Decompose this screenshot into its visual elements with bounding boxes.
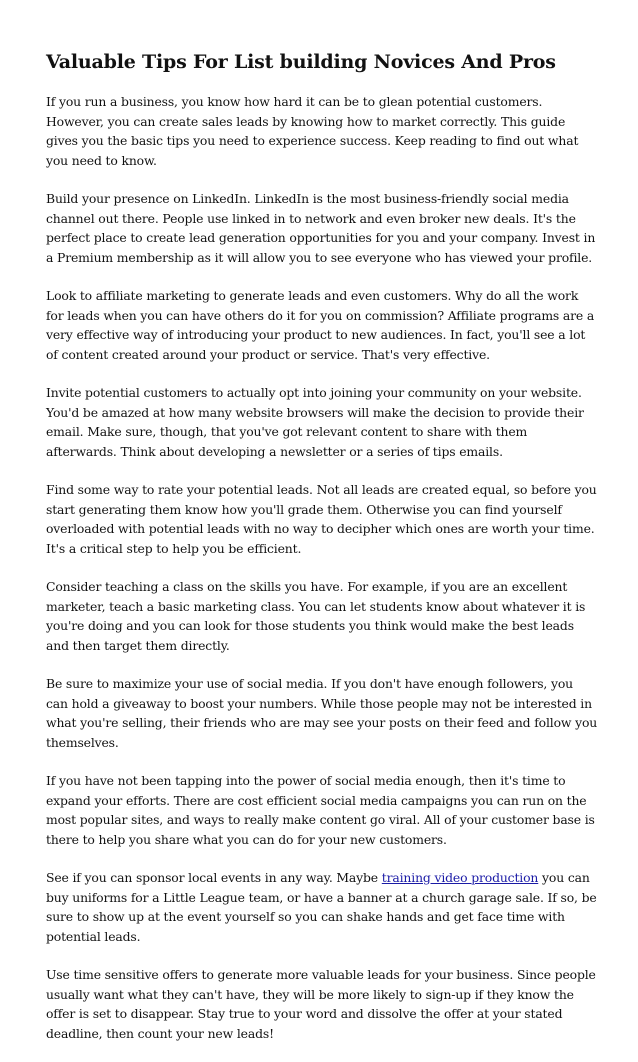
paragraph-affiliate: Look to affiliate marketing to generate leads and even customers. Why do all the work for leads when you can have others do it for you on commission? Affiliate programs are a very effective way of introducing your product to new audiences. In fact, you'll see a lot of content created around your product or service. That's very effective. [46, 288, 595, 362]
sponsor-text-before: See if you can sponsor local events in any way. Maybe [46, 870, 382, 885]
paragraph-linkedin: Build your presence on LinkedIn. LinkedIn is the most business-friendly social media channel out there. People use linked in to network and even broker new deals. It's the perfect place to create lead generation opportunities for you and your company. Invest in a Premium membership as it will allow you to see everyone who has viewed your profile. [46, 191, 596, 265]
paragraph-time-sensitive-offers: Use time sensitive offers to generate more valuable leads for your business. Since people usually want what they can't have, they will be more likely to sign-up if they know the offer is set to disappear. Stay true to your word and dissolve the offer at your stated deadline, then count your new leads! [46, 967, 596, 1041]
paragraph-sponsor-events [46, 868, 598, 946]
paragraph-teach-class: Consider teaching a class on the skills you have. For example, if you are an excellent marketer, teach a basic marketing class. You can let students know about whatever it is you're doing and you can look for those students you think would make the best leads and then target them directly. [46, 579, 586, 653]
paragraph-social-campaigns: If you have not been tapping into the power of social media enough, then it's time to expand your efforts. There are cost efficient social media campaigns you can run on the most popular sites, and ways to really make content go viral. All of your customer base is there to help you share what you can do for your new customers. [46, 773, 595, 847]
paragraph-intro: If you run a business, you know how hard it can be to glean potential customers. However, you can create sales leads by knowing how to market correctly. This guide gives you the basic tips you need to experience success. Keep reading to find out what you need to know. [46, 94, 579, 168]
sponsor-text-after: you can buy uniforms for a Little League team, or have a banner at a church garage sale. If so, be sure to show up at the event yourself so you can shake hands and get face time with potential leads. [46, 870, 597, 944]
document-page [46, 44, 598, 1062]
paragraph-rate-leads: Find some way to rate your potential leads. Not all leads are created equal, so before you start generating them know how you'll grade them. Otherwise you can find yourself overloaded with potential leads with no way to decipher which ones are worth your time. It's a critical step to help you be efficient. [46, 482, 597, 556]
document-title: Valuable Tips For List building Novices And Pros [46, 51, 556, 73]
paragraph-social-media: Be sure to maximize your use of social media. If you don't have enough followers, you can hold a giveaway to boost your numbers. While those people may not be interested in what you're selling, their friends who are may see your posts on their feed and follow you themselves. [46, 676, 598, 750]
training-video-production-link[interactable]: training video production [381, 870, 539, 885]
paragraph-opt-in: Invite potential customers to actually opt into joining your community on your website. You'd be amazed at how many website browsers will make the decision to provide their email. Make sure, though, that you've got relevant content to share with them afterwards. Think about developing a newsletter or a series of tips emails. [46, 385, 584, 459]
